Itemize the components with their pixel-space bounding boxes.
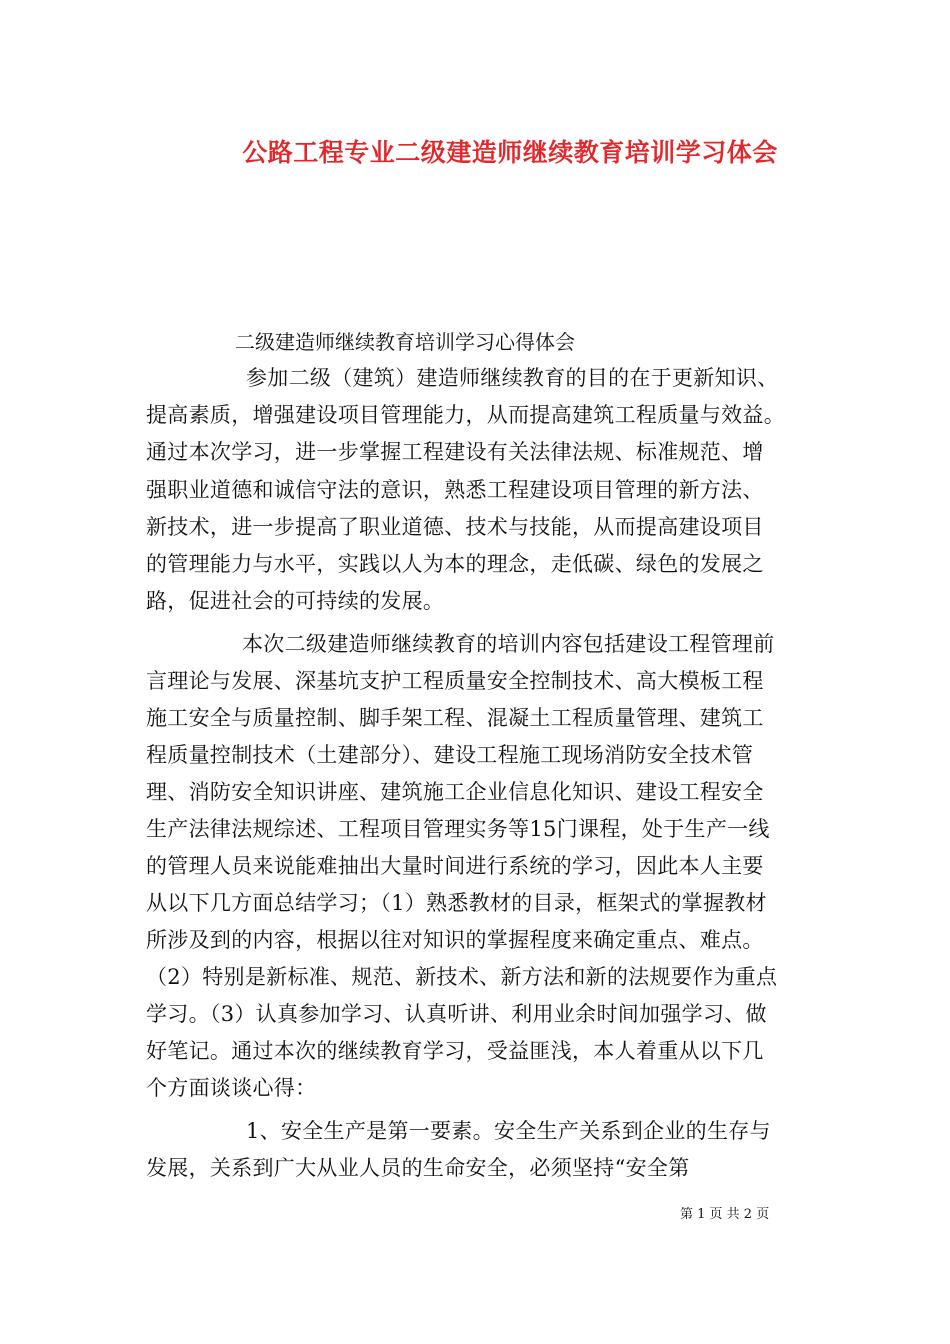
paragraph-line: 参加二级（建筑）建造师继续教育的目的在于更新知识、 xyxy=(246,366,779,390)
paragraph-line: （2）特别是新标准、规范、新技术、新方法和新的法规要作为重点 xyxy=(146,965,778,989)
document-subtitle: 二级建造师继续教育培训学习心得体会 xyxy=(235,330,575,354)
paragraph-line: 生产法律法规综述、工程项目管理实务等15门课程，处于生产一线 xyxy=(146,817,770,841)
paragraph-line: 好笔记。通过本次的继续教育学习，受益匪浅，本人着重从以下几 xyxy=(146,1039,764,1063)
paragraph-line: 的管理能力与水平，实践以人为本的理念，走低碳、绿色的发展之 xyxy=(146,552,764,576)
paragraph-line: 程质量控制技术（土建部分）、建设工程施工现场消防安全技术管 xyxy=(146,743,754,767)
paragraph-line: 通过本次学习，进一步掌握工程建设有关法律法规、标准规范、增 xyxy=(146,440,764,464)
paragraph-line: 的管理人员来说能难抽出大量时间进行系统的学习，因此本人主要 xyxy=(146,854,764,878)
paragraph-line: 强职业道德和诚信守法的意识，熟悉工程建设项目管理的新方法、 xyxy=(146,478,764,502)
page-number-footer: 第 1 页 共 2 页 xyxy=(680,1207,770,1222)
paragraph-line: 所涉及到的内容，根据以往对知识的掌握程度来确定重点、难点。 xyxy=(146,928,764,952)
paragraph-line: 学习。（3）认真参加学习、认真听讲、利用业余时间加强学习、做 xyxy=(146,1002,767,1026)
paragraph-line: 个方面谈谈心得： xyxy=(146,1076,317,1100)
paragraph-line: 施工安全与质量控制、脚手架工程、混凝土工程质量管理、建筑工 xyxy=(146,706,764,730)
paragraph-line: 发展，关系到广大从业人员的生命安全，必须坚持“安全第 xyxy=(146,1156,690,1180)
paragraph-line: 提高素质，增强建设项目管理能力，从而提高建筑工程质量与效益。 xyxy=(146,403,785,427)
paragraph-line: 新技术，进一步提高了职业道德、技术与技能，从而提高建设项目 xyxy=(146,515,764,539)
paragraph-line: 1、安全生产是第一要素。安全生产关系到企业的生存与 xyxy=(246,1119,771,1143)
paragraph-line: 言理论与发展、深基坑支护工程质量安全控制技术、高大模板工程 xyxy=(146,669,764,693)
paragraph-line: 路，促进社会的可持续的发展。 xyxy=(146,589,445,613)
paragraph-line: 理、消防安全知识讲座、建筑施工企业信息化知识、建设工程安全 xyxy=(146,780,764,804)
paragraph-line: 本次二级建造师继续教育的培训内容包括建设工程管理前 xyxy=(242,632,775,656)
paragraph-line: 从以下几方面总结学习；（1）熟悉教材的目录，框架式的掌握教材 xyxy=(146,891,767,915)
document-title: 公路工程专业二级建造师继续教育培训学习体会 xyxy=(242,138,778,167)
